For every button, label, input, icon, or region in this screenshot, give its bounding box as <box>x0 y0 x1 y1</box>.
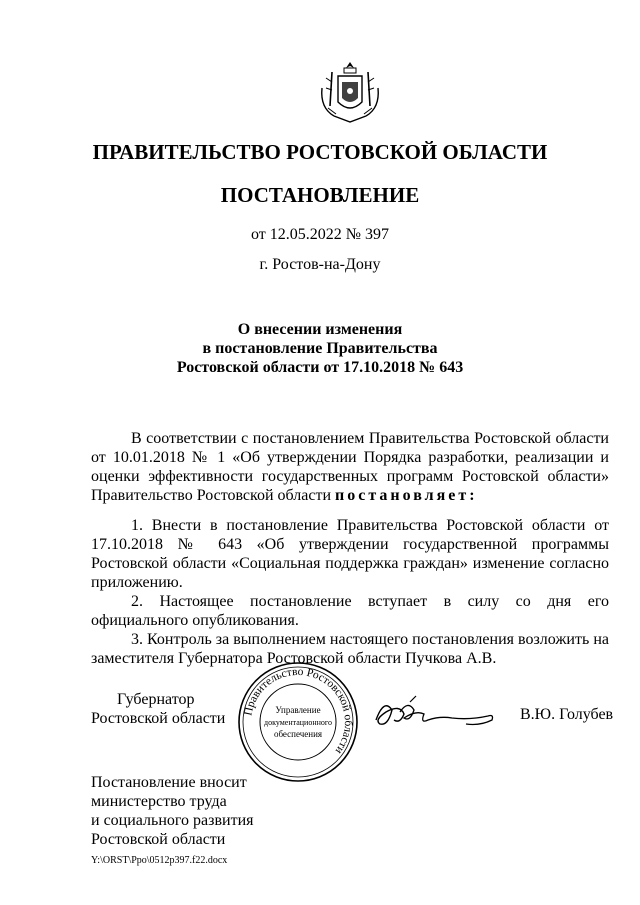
subject-line-1: О внесении изменения <box>237 321 403 338</box>
handwritten-signature <box>370 690 500 740</box>
decree-items <box>91 516 609 668</box>
signatory-title <box>91 690 225 728</box>
government-title: ПРАВИТЕЛЬСТВО РОСТОВСКОЙ ОБЛАСТИ <box>92 140 548 164</box>
preamble-text: В соответствии с постановлением Правительства Ростовской области от 10.01.2018 № 1 «Об утверждении Порядка разработки, реализации и оценки эффективности государственных программ Ростовской области» Правительство Ростовской области <box>91 430 609 504</box>
submitter-block <box>91 773 254 849</box>
signatory-name: В.Ю. Голубев <box>520 706 614 723</box>
decree-word: постановляет: <box>335 487 478 504</box>
decree-item-3: 3. Контроль за выполнением настоящего постановления возложить на заместителя Губернатора Ростовской области Пучкова А.В. <box>91 631 609 667</box>
date-number: от 12.05.2022 № 397 <box>250 226 390 243</box>
submitter-line-3: и социального развития <box>91 812 254 829</box>
stamp-ring-text: Правительство Ростовской области <box>242 665 355 757</box>
city: г. Ростов-на-Дону <box>259 256 381 273</box>
document-subject <box>150 320 490 377</box>
coat-of-arms-emblem <box>314 58 386 130</box>
decree-item-2: 2. Настоящее постановление вступает в силу со дня его официального опубликования. <box>91 593 609 629</box>
subject-line-2: в постановление Правительства <box>202 340 438 357</box>
submitter-line-1: Постановление вносит <box>91 774 247 791</box>
file-path: Y:\ORST\Ppo\0512p397.f22.docx <box>91 855 228 866</box>
submitter-line-4: Ростовской области <box>91 831 226 848</box>
stamp-inner-line-2: документационного <box>264 718 332 727</box>
subject-line-3: Ростовской области от 17.10.2018 № 643 <box>176 359 464 376</box>
document-type: ПОСТАНОВЛЕНИЕ <box>220 183 420 207</box>
preamble-paragraph <box>91 429 609 505</box>
decree-item-1: 1. Внести в постановление Правительства Ростовской области от 17.10.2018 № 643 «Об утверждении государственной программы Ростовской области «Социальная поддержка граждан» изменение согласно приложению. <box>91 517 609 591</box>
official-stamp <box>236 660 360 784</box>
submitter-line-2: министерство труда <box>91 793 227 810</box>
stamp-inner-line-3: обеспечения <box>273 729 323 739</box>
stamp-inner-line-1: Управление <box>275 705 321 715</box>
signatory-title-line-1: Губернатор <box>117 691 195 708</box>
signatory-title-line-2: Ростовской области <box>91 710 226 727</box>
